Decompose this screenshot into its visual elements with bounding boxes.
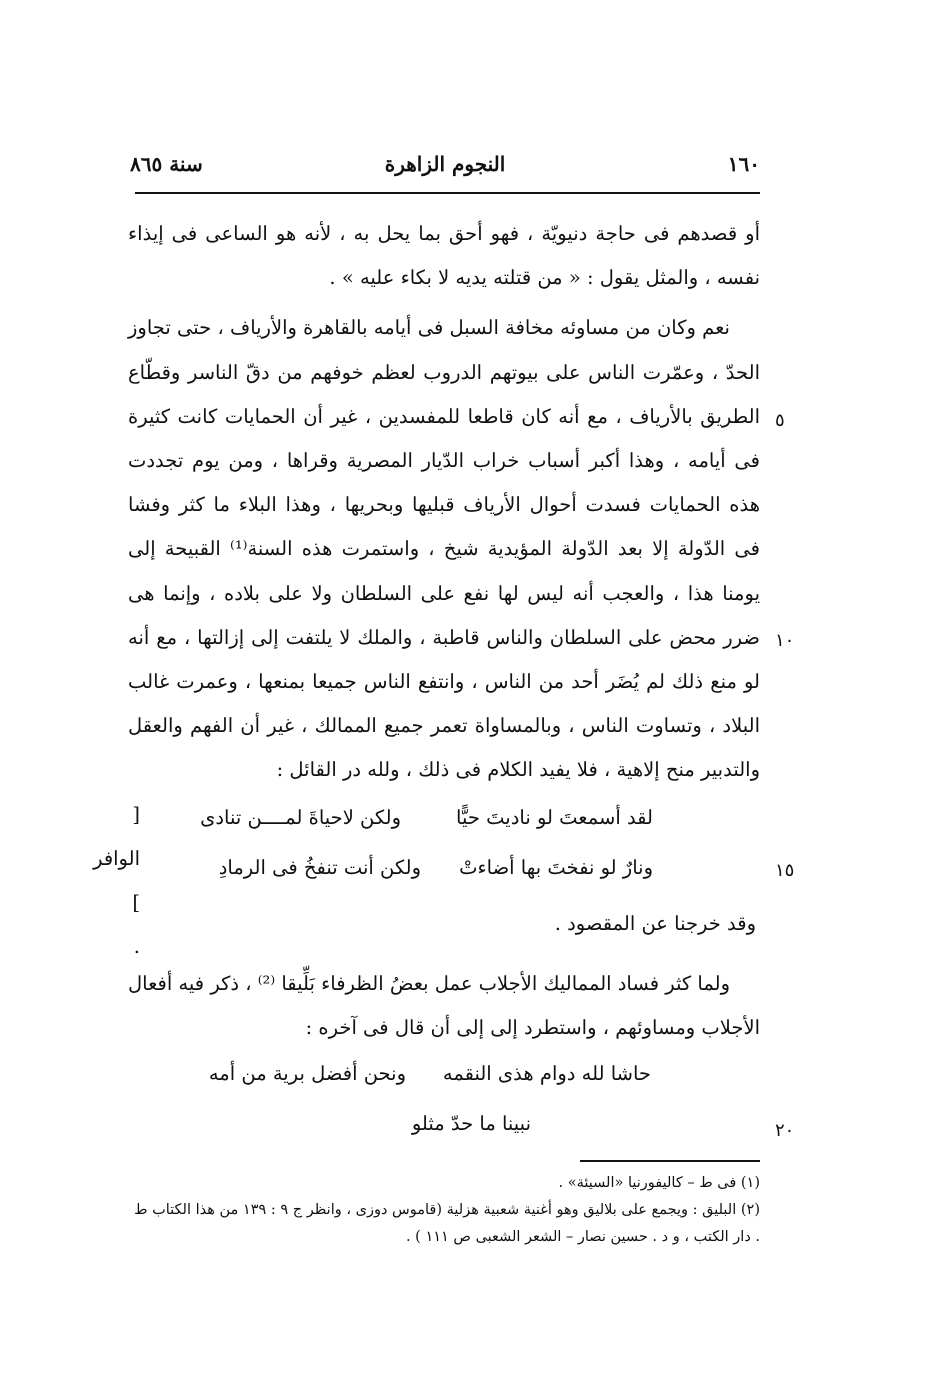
page-number: ١٦٠: [727, 152, 760, 176]
digression-note: وقد خرجنا عن المقصود .: [554, 912, 756, 935]
verse-block-1: [0, 806, 941, 896]
footnote-1: (١) فى ط – كاليفورنيا «السيئة» .: [558, 1175, 760, 1191]
paragraph-2: نعم وكان من مساوئه مخافة السبل فى أيامه بالقاهرة والأرياف ، حتى تجاوز الحدّ ، وعمّرت الناس على بيوتهم الدروب لعظم خوفهم من دقّ الناسر وقطّاع الطريق بالأرياف ، مع أنه كان قاطعا للمفسدين ، غير أن الحمايات كانت كثيرة فى أيامه ، وهذا أكبر أسباب خراب الدّيار المصرية وقراها ، ومن يوم تجددت هذه الحمايات فسدت أحوال الأرياف قبليها وبحريها ، وهذا البلاء ما كثر وفشا فى الدّولة إلا بعد الدّولة المؤيدية شيخ ، واستمرت هذه السنة⁽¹⁾ القبيحة إلى يومنا هذا ، والعجب أنه ليس لها نفع على السلطان ولا على بلاده ، وإنما هى ضرر محض على السلطان والناس قاطبة ، والملك لا يلتفت إلى إزالتها ، مع أنه لو منع ذلك لم يُضَر أحد من الناس ، وانتفع الناس جميعا بمنعها ، وعمرت غالب البلاد ، وتساوت الناس ، وبالمساواة تعمر جميع الممالك ، غير أن الفهم والعقل والتدبير منح إلاهية ، فلا يفيد الكلام فى ذلك ، ولله در القائل :: [128, 316, 760, 782]
paragraph-3: ولما كثر فساد المماليك الأجلاب عمل بعضُ الظرفاء بَلِّيقا ⁽²⁾ ، ذكر فيه أفعال الأجلاب ومساوئهم ، واستطرد إلى إلى أن قال فى آخره :: [128, 972, 760, 1040]
verse-block-2: [0, 1062, 941, 1152]
meter-label: [ الوافر ] .: [93, 802, 140, 959]
verse-1-second-hemistich: ولكن لاحياةَ لمــــن تنادى: [200, 806, 401, 829]
book-title: النجوم الزاهرة: [384, 152, 506, 176]
year-label: سنة ٨٦٥: [130, 152, 203, 176]
footnote-2: (٢) البليق : ويجمع على بلاليق وهو أغنية شعبية هزلية (قاموس دوزى ، وانظر ج ٩ : ١٣٩ من هذا الكتاب ط . دار الكتب ، و د . حسين نصار – الشعر الشعبى ص ١١١ ) .: [134, 1202, 760, 1245]
verse-2-second-hemistich: ولكن أنت تنفخُ فى الرمادِ: [218, 856, 421, 879]
footnote-rule: [580, 1160, 760, 1162]
header-rule: [135, 192, 760, 194]
line-number-15: ١٥: [775, 860, 795, 881]
line-number-5: ٥: [775, 410, 785, 431]
paragraph-3-block: [128, 962, 760, 1050]
verse-2-first-hemistich: ونارٌ لو نفختَ بها أضاءتْ: [459, 856, 653, 879]
paragraph-1: أو قصدهم فى حاجة دنيويّة ، فهو أحق بما يحل به ، لأنه هو الساعى فى إيذاء نفسه ، والمثل يقول : « من قتلته يديه لا بكاء عليه » .: [128, 222, 760, 290]
running-header: [130, 152, 760, 186]
verse-3-second-hemistich: ونحن أفضل برية من أمه: [208, 1062, 406, 1085]
verse-3-first-hemistich: حاشا لله دوام هذى النقمه: [442, 1062, 651, 1085]
verse-4-hemistich: نبينا ما حدّ مثلو: [411, 1112, 531, 1135]
verse-1-first-hemistich: لقد أسمعتَ لو ناديتَ حيًّا: [456, 806, 653, 829]
line-number-10: ١٠: [775, 630, 795, 651]
line-number-20: ٢٠: [775, 1120, 795, 1141]
footnotes: [128, 1170, 760, 1251]
